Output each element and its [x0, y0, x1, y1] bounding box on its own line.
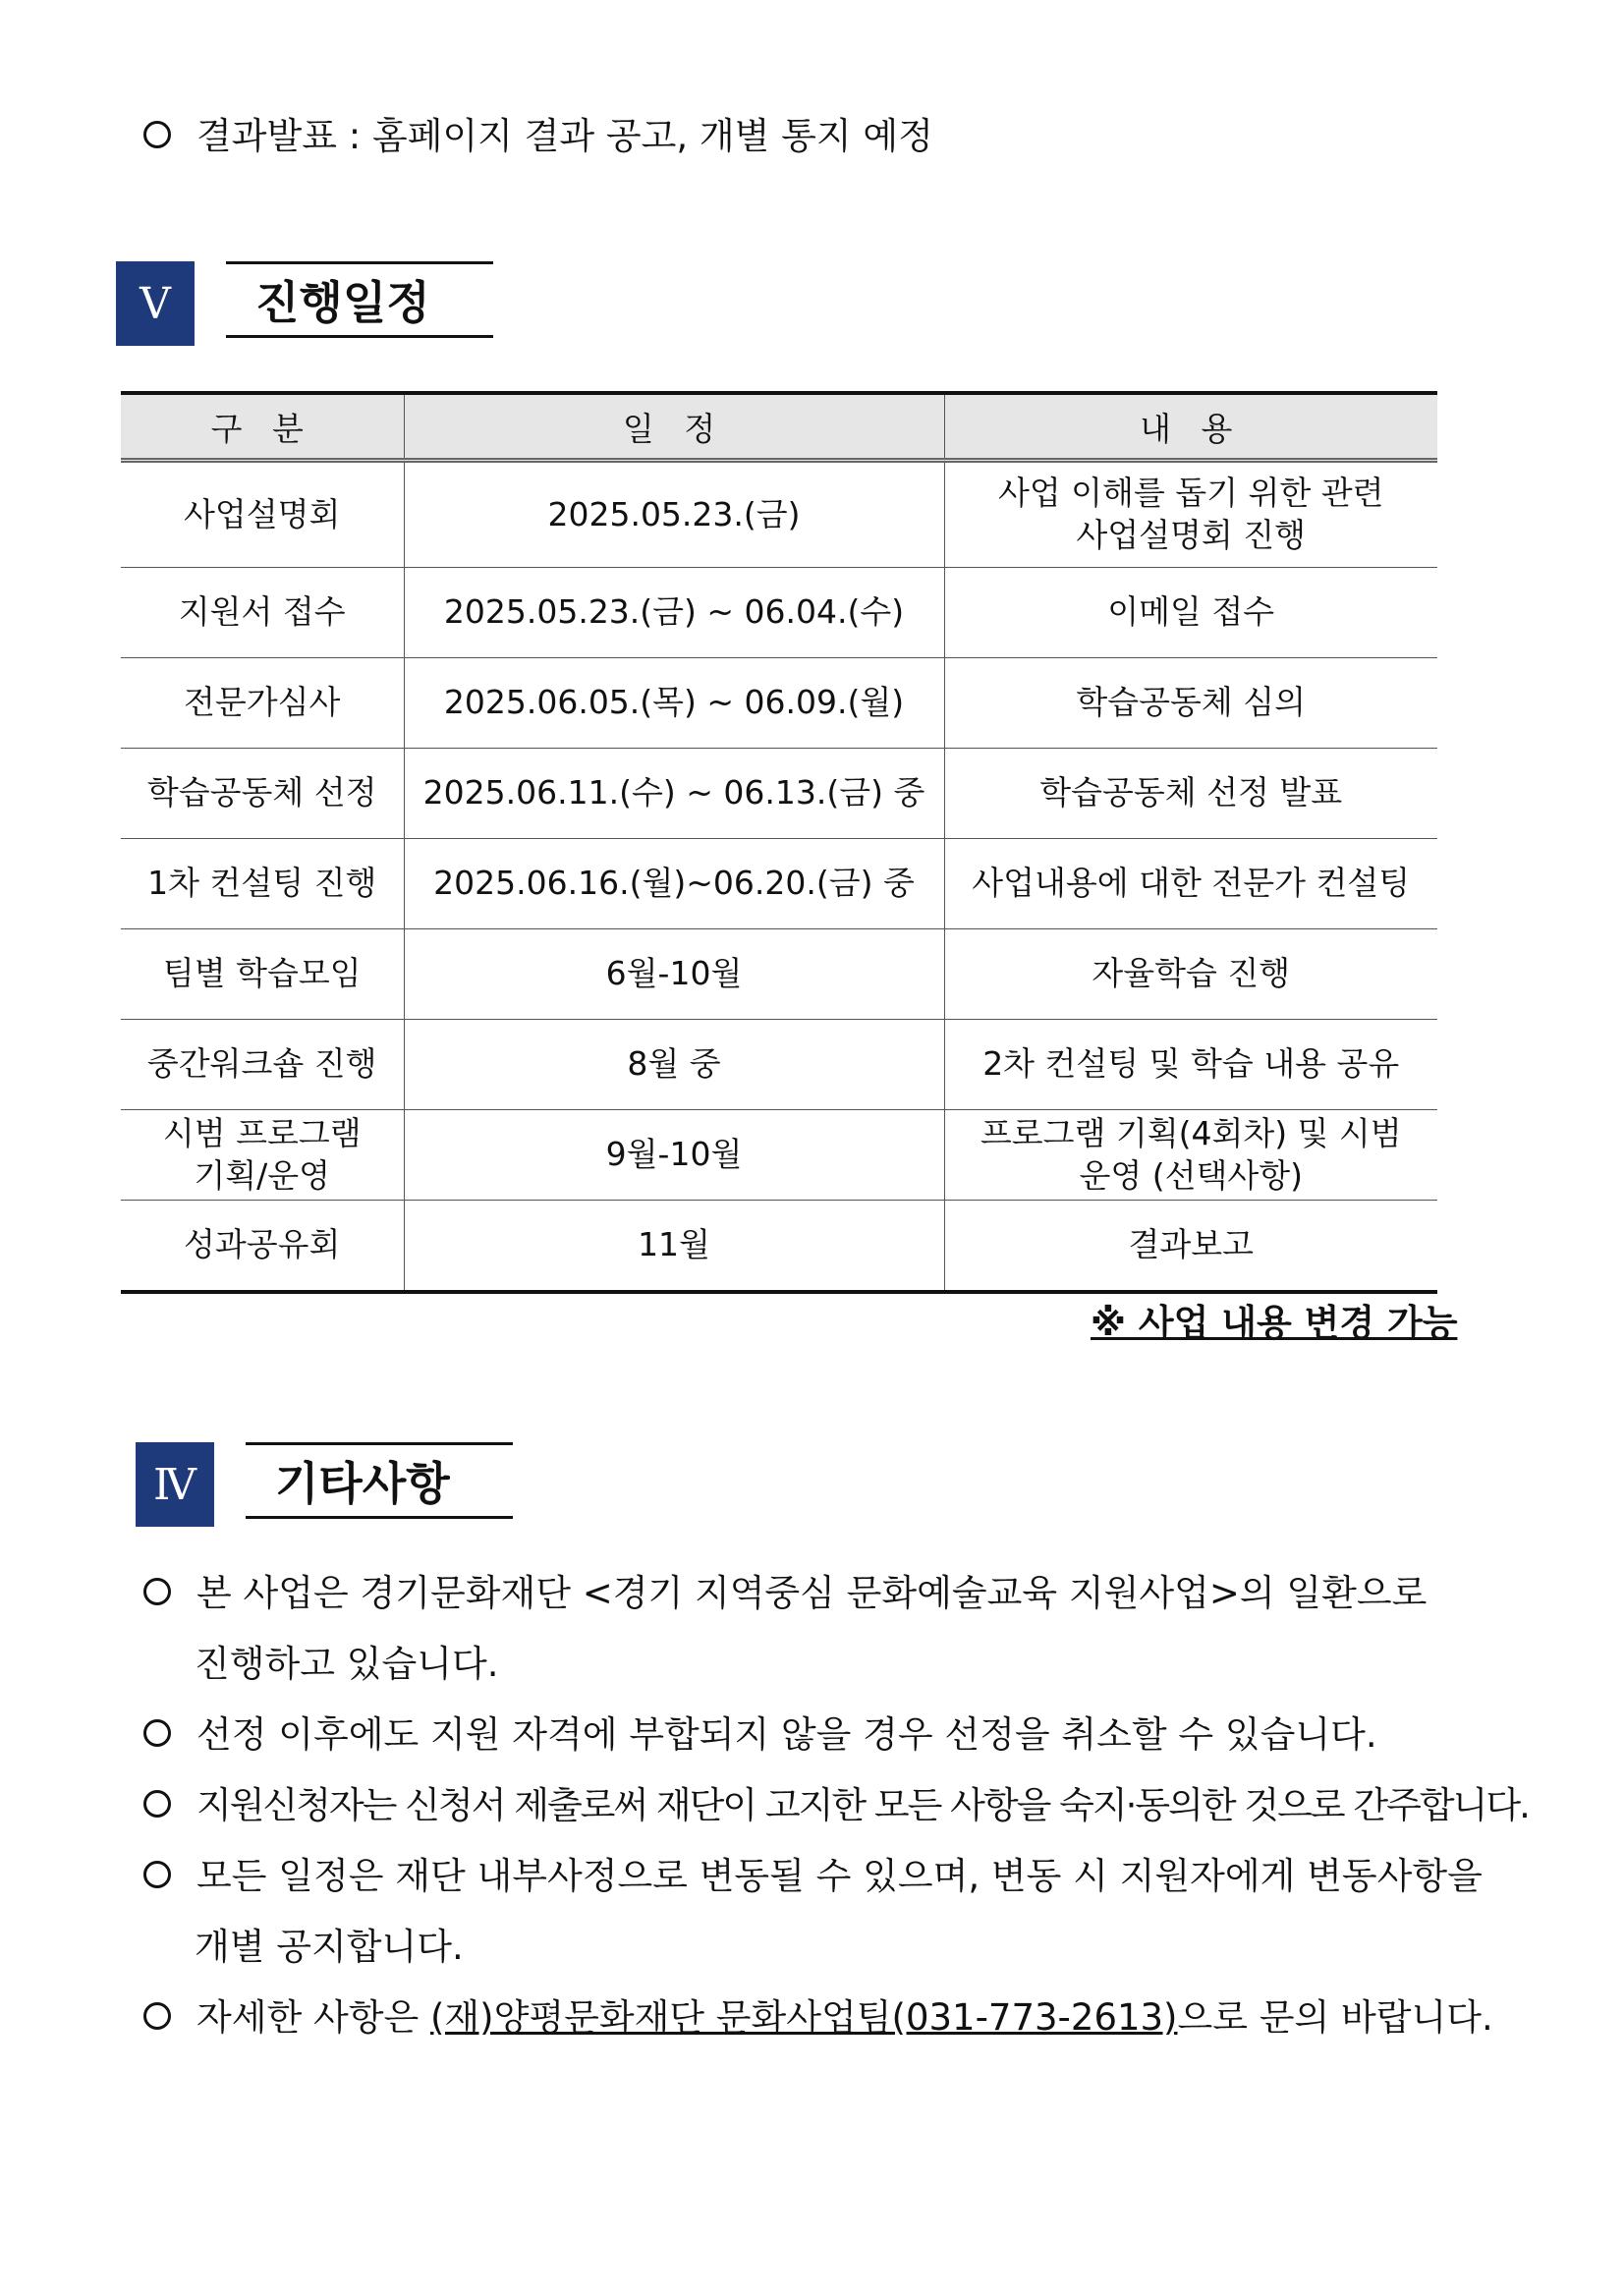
content-line: 사업설명회 진행 [1076, 516, 1307, 554]
misc-bullet-1 [143, 1558, 1427, 1700]
row-schedule: 2025.06.16.(월)~06.20.(금) 중 [404, 839, 944, 929]
row-category: 중간워크숍 진행 [121, 1020, 404, 1110]
contact-info: (재)양평문화재단 문화사업팀(031-773-2613) [429, 1996, 1178, 2039]
bullet-circle-icon [143, 2002, 171, 2030]
row-schedule: 6월-10월 [404, 929, 944, 1020]
row-category: 전문가심사 [121, 658, 404, 749]
row-category [121, 1110, 404, 1201]
row-category: 사업설명회 [121, 461, 404, 568]
bullet-text: 선정 이후에도 지원 자격에 부합되지 않을 경우 선정을 취소할 수 있습니다. [196, 1713, 1377, 1756]
row-category: 학습공동체 선정 [121, 749, 404, 839]
content-line: 프로그램 기획(4회차) 및 시범 [980, 1113, 1402, 1152]
bullet-text: 지원신청자는 신청서 제출로써 재단이 고지한 모든 사항을 숙지·동의한 것으로 간주합니다. [196, 1784, 1529, 1826]
row-category: 성과공유회 [121, 1201, 404, 1293]
misc-bullet-2 [143, 1700, 1377, 1770]
section-title: 기타사항 [246, 1442, 513, 1519]
table-row [121, 1201, 1437, 1293]
section-number-box: Ⅴ [116, 261, 195, 346]
bullet-text: 개별 공지합니다. [195, 1926, 464, 1968]
bullet-circle-icon [143, 1790, 171, 1818]
table-row [121, 461, 1437, 568]
misc-bullet-5 [143, 1983, 1493, 2053]
table-header-row [121, 393, 1437, 461]
row-content: 자율학습 진행 [944, 929, 1437, 1020]
row-content: 사업내용에 대한 전문가 컨설팅 [944, 839, 1437, 929]
result-announcement-bullet [143, 115, 933, 157]
table-row [121, 1020, 1437, 1110]
change-notice: ※ 사업 내용 변경 가능 [1091, 1302, 1458, 1344]
row-schedule: 2025.05.23.(금) ~ 06.04.(수) [404, 568, 944, 658]
section-number-box: Ⅳ [136, 1442, 214, 1527]
bullet-text: 진행하고 있습니다. [195, 1643, 499, 1685]
bullet-circle-icon [143, 121, 171, 148]
table-row [121, 929, 1437, 1020]
misc-bullet-3 [143, 1770, 1529, 1841]
row-content: 학습공동체 선정 발표 [944, 749, 1437, 839]
bullet-circle-icon [143, 1861, 171, 1888]
bullet-text: 모든 일정은 재단 내부사정으로 변동될 수 있으며, 변동 시 지원자에게 변동사항을 [196, 1855, 1483, 1897]
row-schedule: 9월-10월 [404, 1110, 944, 1201]
row-content: 2차 컨설팅 및 학습 내용 공유 [944, 1020, 1437, 1110]
row-schedule: 11월 [404, 1201, 944, 1293]
row-schedule: 2025.06.11.(수) ~ 06.13.(금) 중 [404, 749, 944, 839]
misc-bullet-4 [143, 1841, 1483, 1983]
row-schedule: 8월 중 [404, 1020, 944, 1110]
content-line: 사업 이해를 돕기 위한 관련 [997, 474, 1384, 513]
row-category: 팀별 학습모임 [121, 929, 404, 1020]
category-line: 기획/운영 [194, 1155, 331, 1195]
bullet-text: 자세한 사항은 [196, 1996, 430, 2039]
row-content: 결과보고 [944, 1201, 1437, 1293]
row-content: 학습공동체 심의 [944, 658, 1437, 749]
table-row [121, 568, 1437, 658]
category-line: 시범 프로그램 [162, 1113, 362, 1152]
row-content: 이메일 접수 [944, 568, 1437, 658]
content-line: 운영 (선택사항) [1079, 1155, 1303, 1195]
row-category: 지원서 접수 [121, 568, 404, 658]
schedule-table [121, 391, 1437, 1294]
row-schedule: 2025.05.23.(금) [404, 461, 944, 568]
header-schedule: 일 정 [404, 393, 944, 461]
bullet-circle-icon [143, 1578, 171, 1605]
table-row [121, 839, 1437, 929]
bullet-circle-icon [143, 1719, 171, 1747]
header-content: 내 용 [944, 393, 1437, 461]
row-category: 1차 컨설팅 진행 [121, 839, 404, 929]
bullet-text: 본 사업은 경기문화재단 <경기 지역중심 문화예술교육 지원사업>의 일환으로 [196, 1572, 1428, 1614]
table-row [121, 749, 1437, 839]
table-row [121, 658, 1437, 749]
result-announcement-text: 결과발표 : 홈페이지 결과 공고, 개별 통지 예정 [196, 115, 933, 157]
section-title: 진행일정 [226, 261, 493, 338]
header-category: 구 분 [121, 393, 404, 461]
row-content [944, 461, 1437, 568]
table-row [121, 1110, 1437, 1201]
bullet-text: 으로 문의 바랍니다. [1177, 1996, 1493, 2039]
row-schedule: 2025.06.05.(목) ~ 06.09.(월) [404, 658, 944, 749]
row-content [944, 1110, 1437, 1201]
